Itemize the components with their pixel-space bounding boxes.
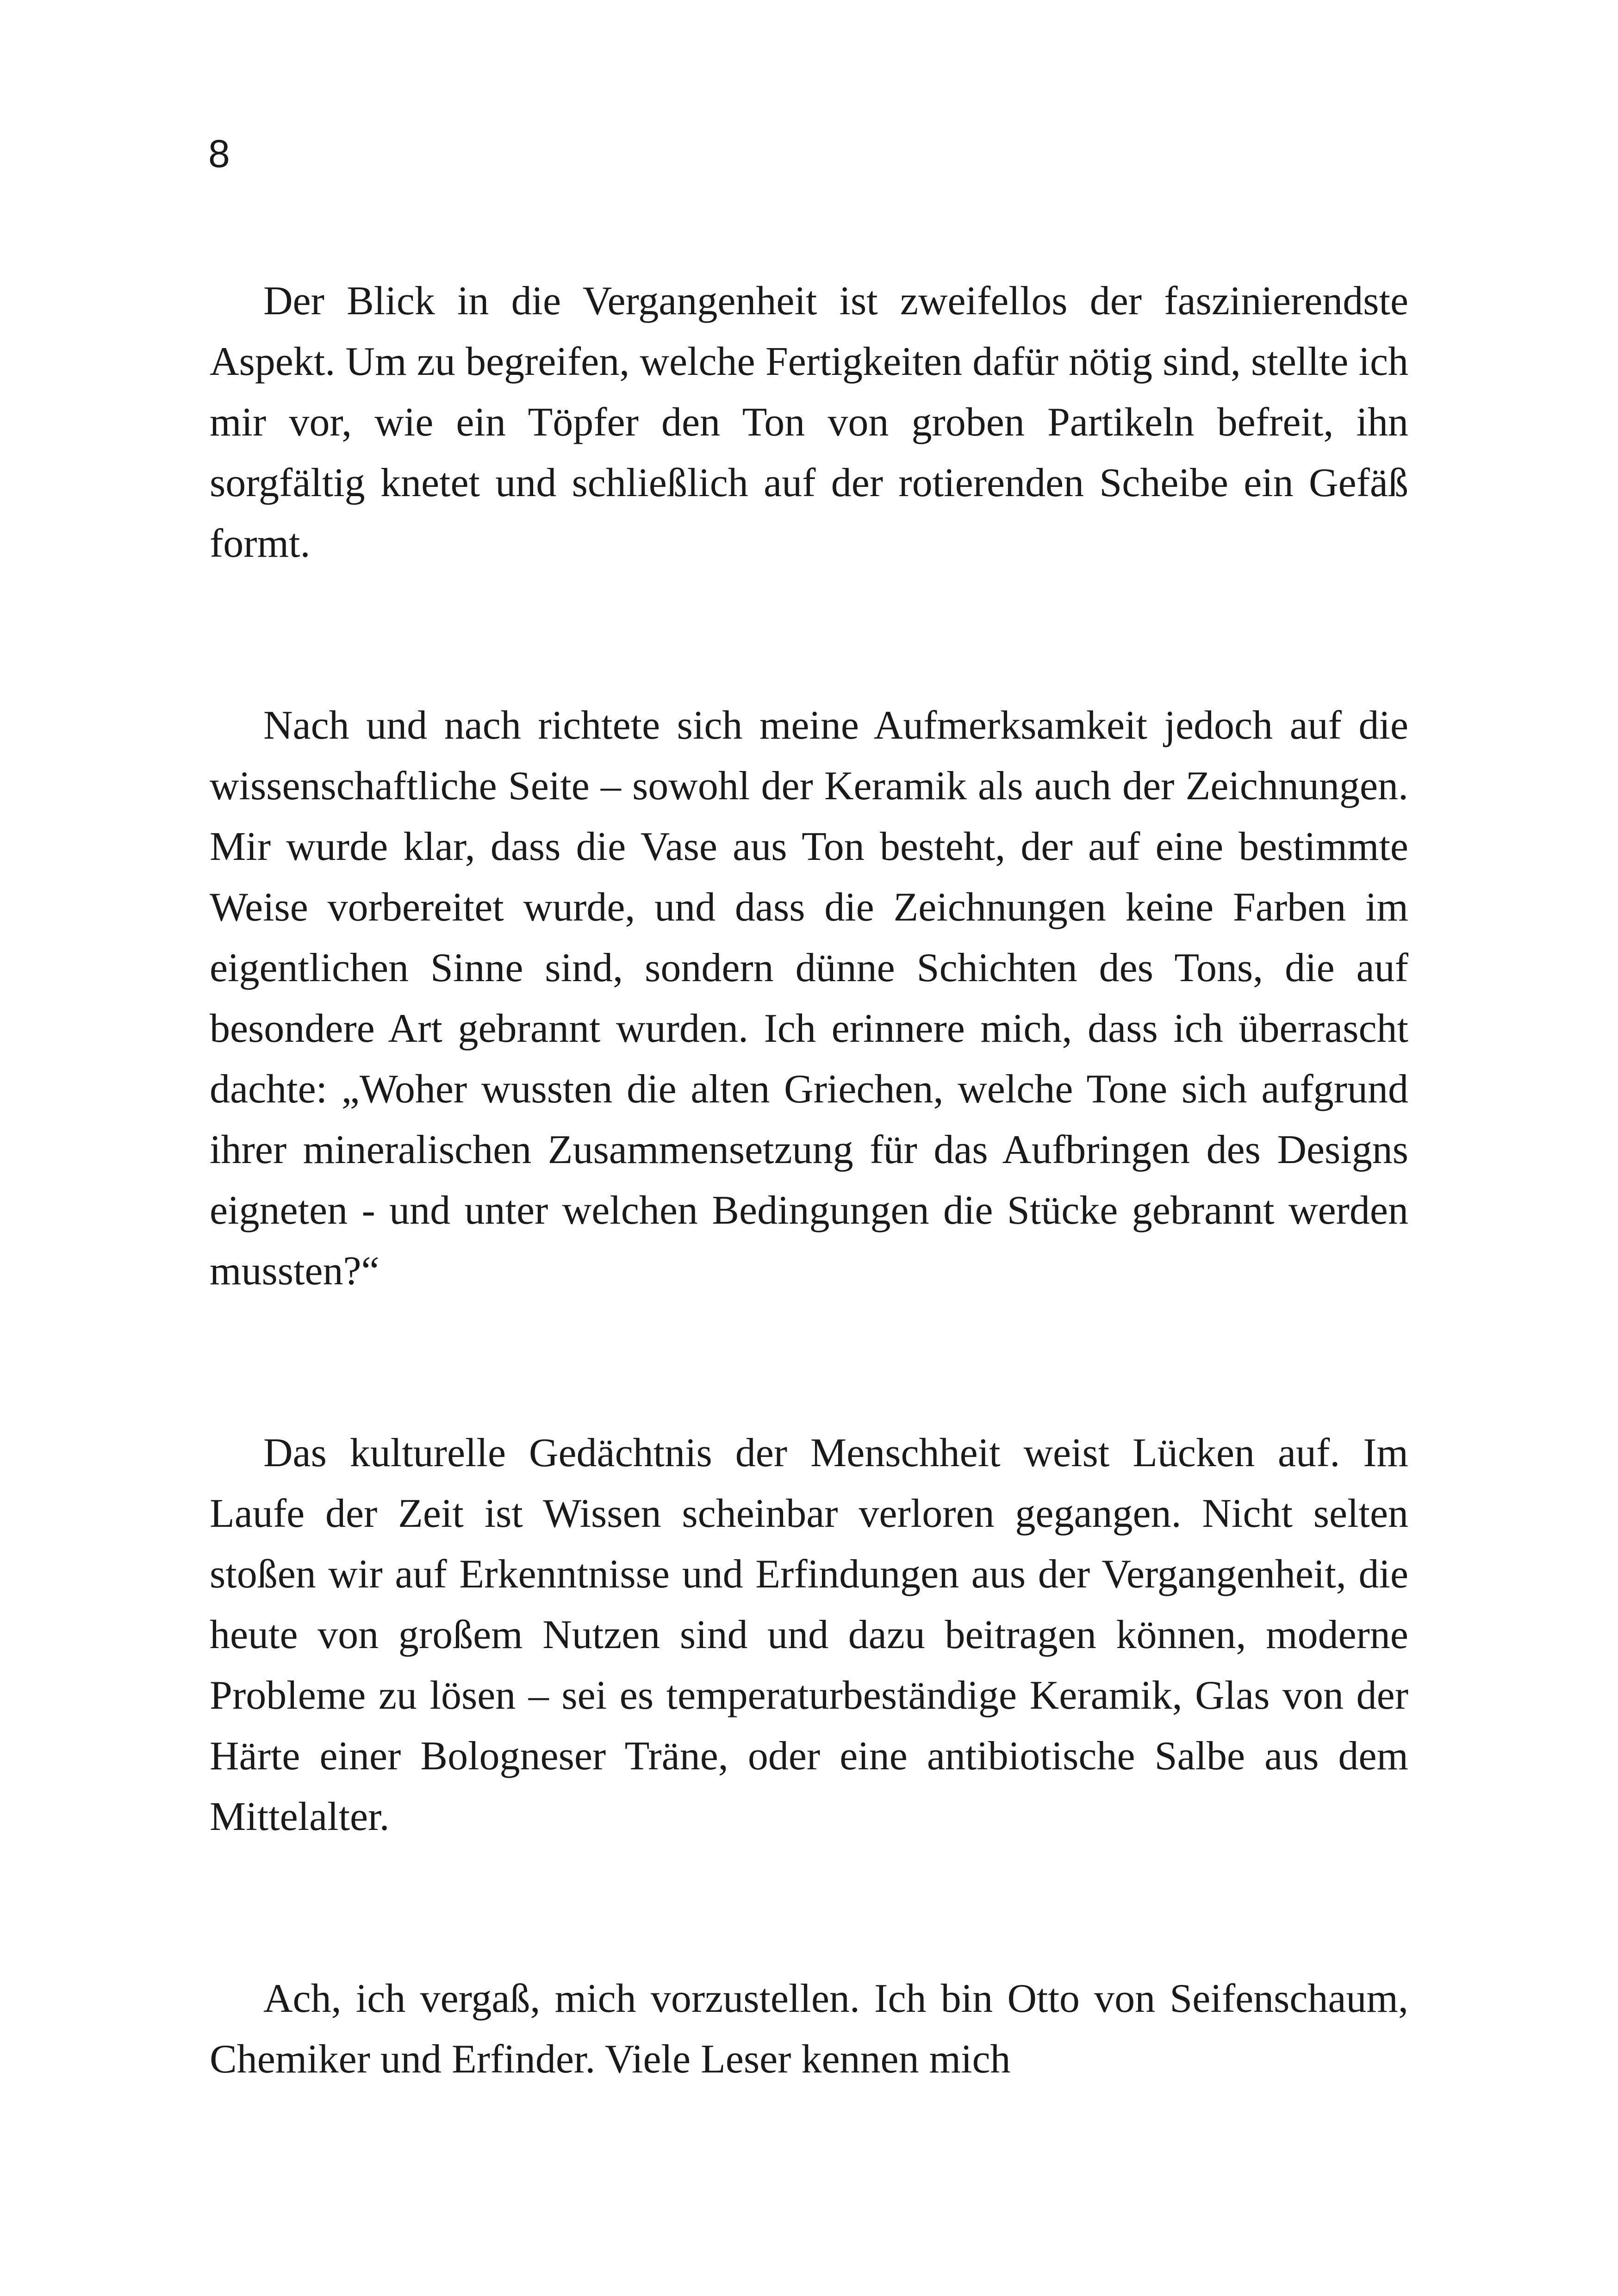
page-number: 8 (208, 132, 230, 175)
paragraph-past-fascination: Der Blick in die Vergangenheit ist zweifellos der faszinierendste Aspekt. Um zu begreifen, welche Fertigkeiten dafür nötig sind, stellte ich mir vor, wie ein Töpfer den Ton von groben Partikeln befreit, ihn sorgfältig knetet und schließlich auf der rotierenden Scheibe ein Gefäß formt. (210, 279, 1408, 566)
paragraph-scientific-side: Nach und nach richtete sich meine Aufmerksamkeit jedoch auf die wissenschaftliche Seite – sowohl der Keramik als auch der Zeichnungen. Mir wurde klar, dass die Vase aus Ton besteht, der auf eine bestimmte Weise vorbereitet wurde, und dass die Zeichnungen keine Farben im eigentlichen Sinne sind, sondern dünne Schichten des Tons, die auf besondere Art gebrannt wurden. Ich erinnere mich, dass ich überrascht dachte: „Woher wussten die alten Griechen, welche Tone sich aufgrund ihrer mineralischen Zusammensetzung für das Aufbringen des Designs eigneten - und unter welchen Bedingungen die Stücke gebrannt werden mussten?“ (210, 703, 1408, 1294)
paragraph-introduction: Ach, ich vergaß, mich vorzustellen. Ich bin Otto von Seifenschaum, Chemiker und Erfinder. Viele Leser kennen mich (210, 1976, 1408, 2082)
paragraph-cultural-memory: Das kulturelle Gedächtnis der Menschheit weist Lücken auf. Im Laufe der Zeit ist Wissen scheinbar verloren gegangen. Nicht selten stoßen wir auf Erkenntnisse und Erfindungen aus der Vergangenheit, die heute von großem Nutzen sind und dazu beitragen können, moderne Probleme zu lösen – sei es temperaturbeständige Keramik, Glas von der Härte einer Bologneser Träne, oder eine antibiotische Salbe aus dem Mittelalter. (210, 1431, 1408, 1839)
body-text (210, 271, 1408, 2090)
